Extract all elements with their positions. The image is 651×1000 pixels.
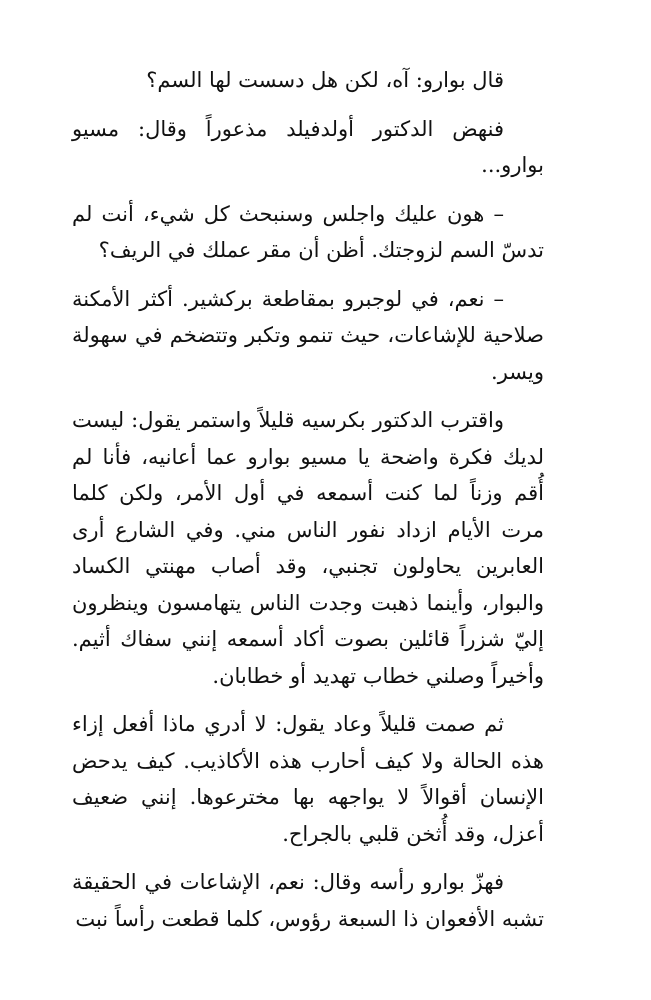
paragraph-7: فهزّ بوارو رأسه وقال: نعم، الإشاعات في الحقيقة تشبه الأفعوان ذا السبعة رؤوس، كلما قطعت رأساً نبت bbox=[72, 870, 544, 931]
paragraph-2: فنهض الدكتور أولدفيلد مذعوراً وقال: مسيو بوارو... bbox=[72, 116, 544, 177]
text-column bbox=[72, 62, 544, 949]
paragraph-6: ثم صمت قليلاً وعاد يقول: لا أدري ماذا أفعل إزاء هذه الحالة ولا كيف أحارب هذه الأكاذيب. كيف يدحض الإنسان أقوالاً لا يواجهه بها مخترعوها. إنني ضعيف أعزل، وقد أُثخن قلبي بالجراح. bbox=[72, 712, 544, 846]
paragraph-3: – هون عليك واجلس وسنبحث كل شيء، أنت لم تدسّ السم لزوجتك. أظن أن مقر عملك في الريف؟ bbox=[72, 201, 544, 262]
paragraph-4: – نعم، في لوجبرو بمقاطعة بركشير. أكثر الأمكنة صلاحية للإشاعات، حيث تنمو وتكبر وتتضخم في سهولة ويسر. bbox=[72, 286, 544, 384]
paragraph-1: قال بوارو: آه، لكن هل دسست لها السم؟ bbox=[146, 68, 504, 92]
paragraph-5: واقترب الدكتور بكرسيه قليلاً واستمر يقول: ليست لديك فكرة واضحة يا مسيو بوارو عما أعانيه، فأنا لم أُقم وزناً لما كنت أسمعه في أول الأمر، ولكن كلما مرت الأيام ازداد نفور الناس مني. وفي الشارع أرى العابرين يحاولون تجنبي، وقد أصاب مهنتي الكساد والبوار، وأينما ذهبت وجدت الناس يتهامسون وينظرون إليّ شزراً قائلين بصوت أكاد أسمعه إنني سفاك أثيم. وأخيراً وصلني خطاب تهديد أو خطابان. bbox=[72, 408, 544, 688]
